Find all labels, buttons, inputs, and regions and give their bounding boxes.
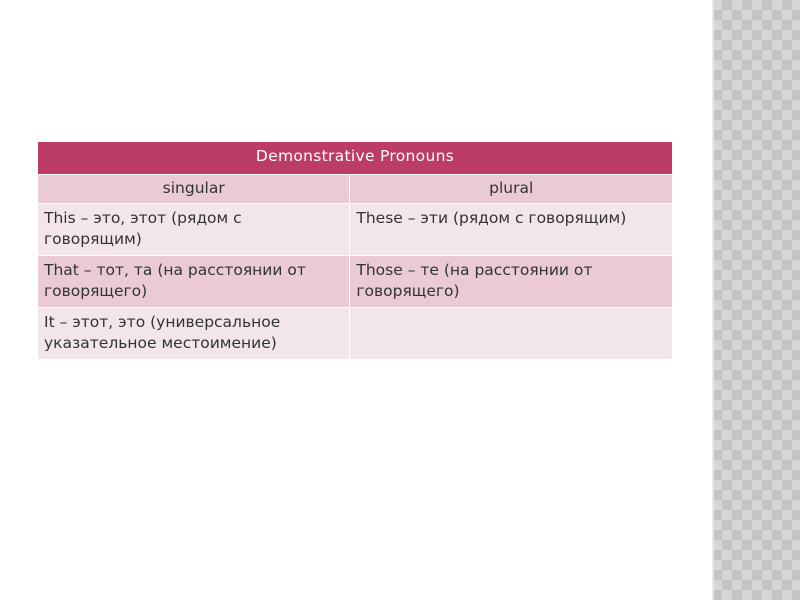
table-header-row bbox=[38, 142, 673, 175]
demonstrative-pronouns-table bbox=[37, 141, 673, 360]
cell-singular-this: This – это, этот (рядом с говорящим) bbox=[38, 204, 350, 256]
cell-plural-these: These – эти (рядом с говорящим) bbox=[350, 204, 673, 256]
decorative-side-pattern bbox=[712, 0, 800, 600]
table-title: Demonstrative Pronouns bbox=[38, 142, 673, 175]
cell-plural-those: Those – те (на расстоянии от говорящего) bbox=[350, 256, 673, 308]
cell-singular-that: That – тот, та (на расстоянии от говорящего) bbox=[38, 256, 350, 308]
table-row bbox=[38, 204, 673, 256]
table-column-headers bbox=[38, 175, 673, 204]
table-row bbox=[38, 256, 673, 308]
column-header-singular: singular bbox=[38, 175, 350, 204]
table-row bbox=[38, 308, 673, 360]
side-pattern-edge bbox=[712, 0, 714, 600]
cell-singular-it: It – этот, это (универсальное указательное местоимение) bbox=[38, 308, 350, 360]
column-header-plural: plural bbox=[350, 175, 673, 204]
cell-plural-empty bbox=[350, 308, 673, 360]
